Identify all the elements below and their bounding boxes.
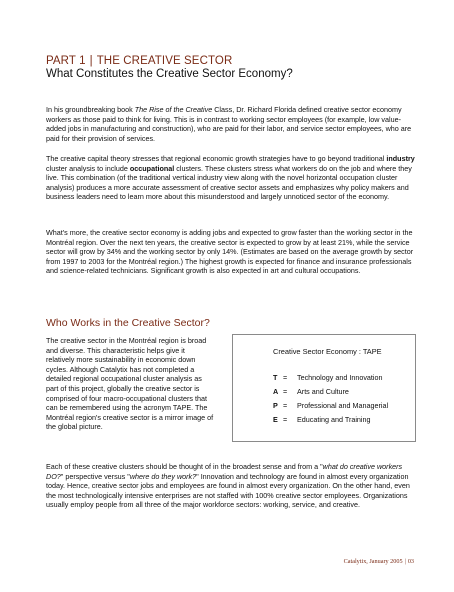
tape-box-title: Creative Sector Economy : TAPE [273, 347, 382, 356]
tape-row-arts [273, 387, 349, 396]
tape-box [232, 334, 416, 442]
growth-paragraph: What's more, the creative sector economy is adding jobs and expected to grow faster than the working sector in the Montréal region. Over the next ten years, the creative sector is expected to grow by at least 21%, while the service sector will grow by 34% and the working sector by only 14%. (Estimates are based on the average growth by sector from 1997 to 2003 for the Montréal region.) The highest growth is expected for finance and insurance professionals and science-related technicians. Significant growth is also expected in art and cultural occupations. [46, 228, 414, 276]
page-footer [344, 558, 414, 565]
clusters-text-b: " perspective versus " [60, 471, 130, 481]
clusters-text-a: Each of these creative clusters should be thought of in the broadest sense and from a " [46, 462, 323, 471]
who-works-paragraph: The creative sector in the Montréal region is broad and diverse. This characteristic helps give it relatively more sustainability in economic down cycles. Although Catalytix has not completed a detailed regional occupational cluster analysis as part of this project, globally the creative sector is comprised of four macro-occupational clusters that can be remembered using the acronym TAPE. The Montréal region's creative sector is a mirror image of the global picture. [46, 336, 214, 432]
part-section-title: THE CREATIVE SECTOR [96, 55, 233, 67]
clusters-paragraph [46, 462, 418, 510]
industry-emphasis: industry [386, 154, 415, 163]
tape-letter: A [273, 387, 279, 396]
capital-text-c: clusters. These clusters stress what workers do on the job and where they live. This combination (of the traditional vertical industry view along with the novel horizontal occupation cluster analysis) produces a more accurate assessment of creative sector assets and emphasizes why policy makers and business leaders need to learn more about this misunderstood and largely unnoticed sector of the economy. [46, 163, 412, 202]
tape-label: Arts and Culture [297, 387, 349, 396]
footer-separator: | [404, 558, 406, 565]
tape-label: Professional and Managerial [297, 401, 389, 410]
tape-letter: E [273, 415, 278, 424]
tape-row-professional [273, 401, 388, 410]
intro-paragraph [46, 105, 416, 143]
intro-text-a: In his groundbreaking book [46, 105, 135, 114]
tape-row-educating [273, 415, 371, 424]
tape-row-technology [273, 373, 383, 382]
occupational-emphasis: occupational [129, 163, 175, 173]
page-number: 03 [407, 558, 414, 565]
tape-label: Technology and Innovation [297, 373, 383, 382]
part-separator: | [89, 55, 93, 67]
part-number: PART 1 [46, 55, 86, 67]
tape-letter: T [273, 373, 278, 382]
creative-capital-paragraph [46, 154, 416, 202]
footer-source: Catalytix, January 2005 [343, 558, 403, 565]
tape-equals: = [283, 373, 288, 382]
book-title: The Rise of the Creative [134, 105, 213, 114]
tape-label: Educating and Training [297, 415, 371, 424]
capital-text-b: cluster analysis to include [46, 163, 130, 173]
who-works-heading: Who Works in the Creative Sector? [46, 317, 210, 329]
clusters-text-c: " Innovation and technology are found in almost every organization today. Hence, creative sector jobs and employees are found in almost every organization. On the other hand, even the most technologically intensive enterprises are not staffed with 100% creative sector employees. Organizations usually employ people from all three of the major workforce sectors: working, service, and creative. [46, 471, 410, 510]
question-where-work: where do they work? [129, 471, 197, 481]
question-what-do: what do creative workers DO? [46, 462, 403, 481]
part-heading [46, 55, 232, 67]
tape-equals: = [283, 401, 288, 410]
tape-equals: = [283, 387, 288, 396]
tape-equals: = [283, 415, 288, 424]
intro-text-b: Class, Dr. Richard Florida defined creative sector economy workers as those paid to think for living. This is in contrast to working sector employees (for example, low value-added jobs in manufacturing and construction), who are paid for their labor, and service sector employees, who are paid for their provision of services. [46, 105, 412, 143]
tape-letter: P [273, 401, 278, 410]
page-subtitle: What Constitutes the Creative Sector Economy? [46, 68, 293, 80]
capital-text-a: The creative capital theory stresses that regional economic growth strategies have to go beyond traditional [46, 154, 387, 163]
